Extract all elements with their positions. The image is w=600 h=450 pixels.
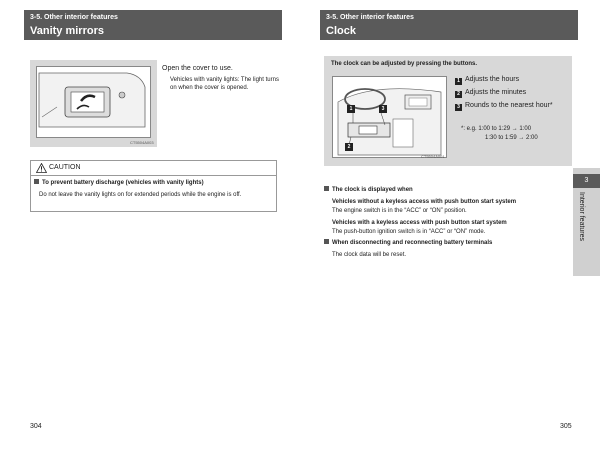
section-label: 3-5. Other interior features — [30, 14, 118, 21]
clock-illustration — [332, 76, 447, 158]
chapter-label: Interior features — [578, 192, 585, 242]
item-number: 2 — [455, 91, 462, 98]
info-heading-2-text: When disconnecting and reconnecting battery terminals — [332, 240, 493, 246]
caution-body: Do not leave the vanity lights on for extended periods while the engine is off. — [39, 192, 242, 198]
page-title: Clock — [326, 25, 356, 37]
left-page-header — [24, 10, 282, 40]
info-body-1: The engine switch is in the “ACC” or “ON” position. — [332, 208, 467, 214]
clock-item-1 — [455, 75, 565, 85]
footnote-line-1: *: e.g. 1:00 to 1:29 → 1:00 — [461, 126, 532, 132]
callout-1: 1 — [347, 105, 355, 113]
info-subheading-1: Vehicles without a keyless access with push button start system — [332, 199, 517, 205]
figure-code: CT5504A001 — [421, 154, 445, 159]
section-label: 3-5. Other interior features — [326, 14, 414, 21]
clock-item-2 — [455, 88, 565, 98]
vanity-mirror-drawing — [37, 67, 150, 137]
caution-header — [31, 161, 276, 176]
page-number: 304 — [30, 423, 42, 430]
right-page-header — [320, 10, 578, 40]
caution-heading-text: To prevent battery discharge (vehicles with vanity lights) — [42, 180, 204, 186]
clock-item-3 — [455, 101, 565, 111]
item-number: 3 — [455, 104, 462, 111]
section-marker — [324, 239, 329, 244]
vanity-mirror-figure — [30, 60, 157, 147]
page-number: 305 — [560, 423, 572, 430]
chapter-number: 3 — [573, 174, 600, 188]
page-title: Vanity mirrors — [30, 25, 104, 37]
right-page — [300, 0, 600, 450]
item-number: 1 — [455, 78, 462, 85]
warning-icon — [36, 163, 47, 173]
callout-3: 3 — [379, 105, 387, 113]
callout-2: 2 — [345, 143, 353, 151]
info-body-3: The clock data will be reset. — [332, 252, 407, 258]
caution-heading — [34, 179, 274, 188]
info-body-2: The push-button ignition switch is in “ACC” or “ON” mode. — [332, 229, 486, 235]
vanity-mirror-illustration — [36, 66, 151, 138]
figure-code: CT5504A003 — [130, 140, 154, 145]
info-heading-text: The clock is displayed when — [332, 187, 413, 193]
info-subheading-2: Vehicles with a keyless access with push button start system — [332, 220, 507, 226]
section-marker — [34, 179, 39, 184]
info-heading — [324, 186, 574, 195]
intro-text: Open the cover to use. — [162, 65, 233, 72]
footnote-line-2: 1:30 to 1:59 → 2:00 — [485, 135, 538, 141]
caution-box — [30, 160, 277, 212]
vanity-light-note: Vehicles with vanity lights: The light turns on when the cover is opened. — [170, 77, 279, 91]
caution-label: CAUTION — [49, 164, 81, 171]
info-heading-2 — [324, 239, 574, 248]
figure-caption: The clock can be adjusted by pressing the buttons. — [331, 61, 478, 67]
item-text: Rounds to the nearest hour* — [465, 102, 553, 109]
section-marker — [324, 186, 329, 191]
item-text: Adjusts the hours — [465, 76, 520, 83]
item-text: Adjusts the minutes — [465, 89, 527, 96]
clock-figure — [324, 56, 572, 166]
